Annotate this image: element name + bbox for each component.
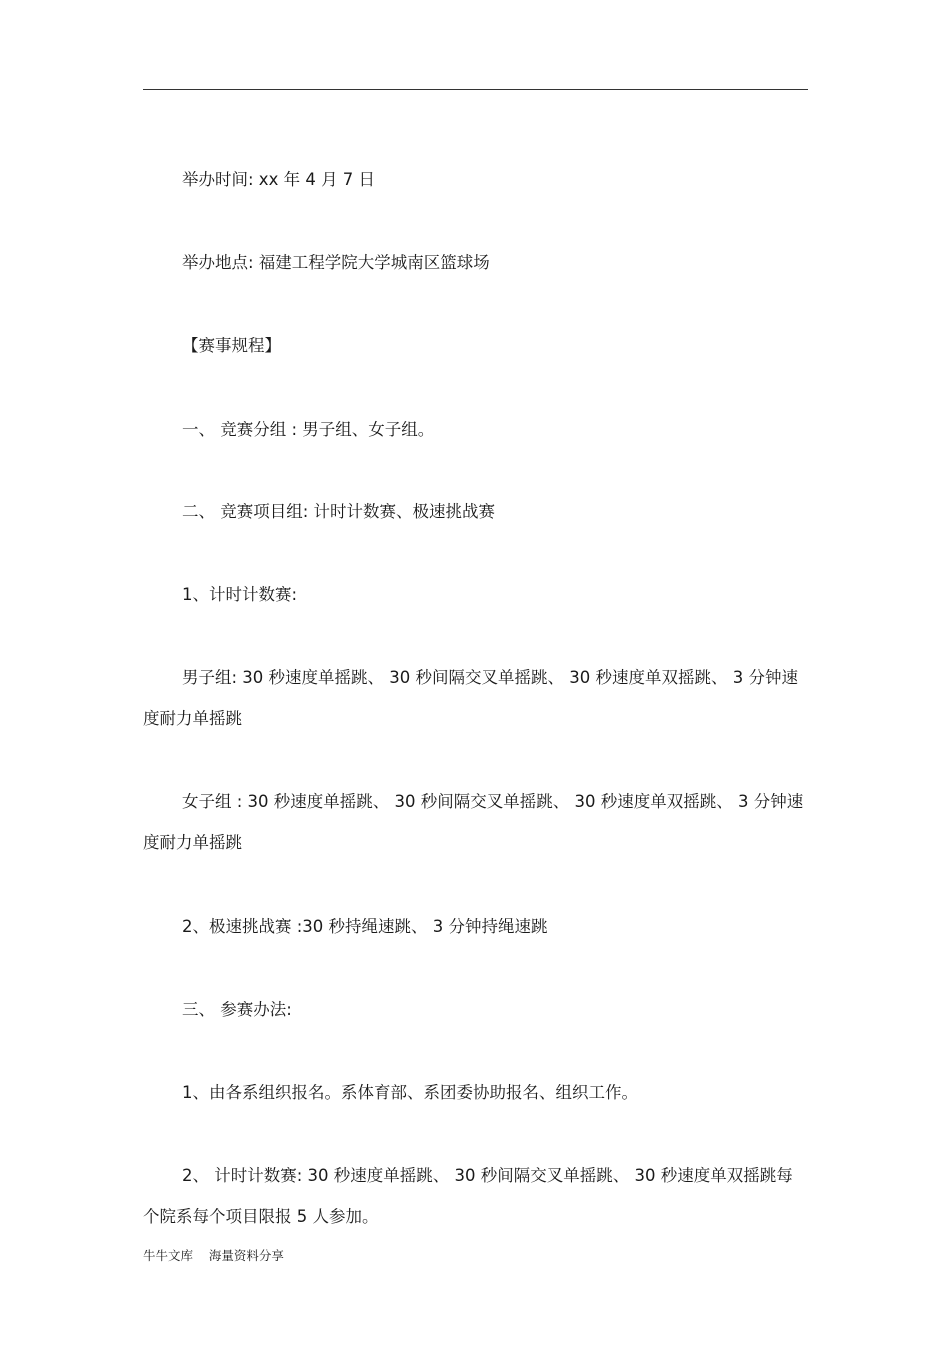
paragraph-method-2: 2、 计时计数赛: 30 秒速度单摇跳、 30 秒间隔交叉单摇跳、 30 秒速度单双摇跳每个院系每个项目限报 5 人参加。 (143, 1166, 793, 1226)
paragraph-time: 举办时间: xx 年 4 月 7 日 (182, 170, 376, 189)
header-rule (143, 89, 808, 90)
paragraph-location: 举办地点: 福建工程学院大学城南区篮球场 (182, 253, 490, 272)
paragraph-section-2: 二、 竞赛项目组: 计时计数赛、极速挑战赛 (182, 502, 496, 521)
paragraph-women-group: 女子组 : 30 秒速度单摇跳、 30 秒间隔交叉单摇跳、 30 秒速度单双摇跳、 3 分钟速度耐力单摇跳 (143, 792, 804, 852)
paragraph-section-3: 三、 参赛办法: (182, 1000, 292, 1019)
paragraph-rules-heading: 【赛事规程】 (182, 336, 281, 355)
footer-text: 牛牛文库 海量资料分享 (143, 1248, 284, 1263)
paragraph-item-2: 2、极速挑战赛 :30 秒持绳速跳、 3 分钟持绳速跳 (182, 917, 548, 936)
paragraph-method-1: 1、由各系组织报名。系体育部、系团委协助报名、组织工作。 (182, 1083, 638, 1102)
paragraph-men-group: 男子组: 30 秒速度单摇跳、 30 秒间隔交叉单摇跳、 30 秒速度单双摇跳、 3 分钟速度耐力单摇跳 (143, 668, 799, 728)
paragraph-item-1: 1、计时计数赛: (182, 585, 298, 604)
paragraph-section-1: 一、 竞赛分组 : 男子组、女子组。 (182, 420, 435, 439)
